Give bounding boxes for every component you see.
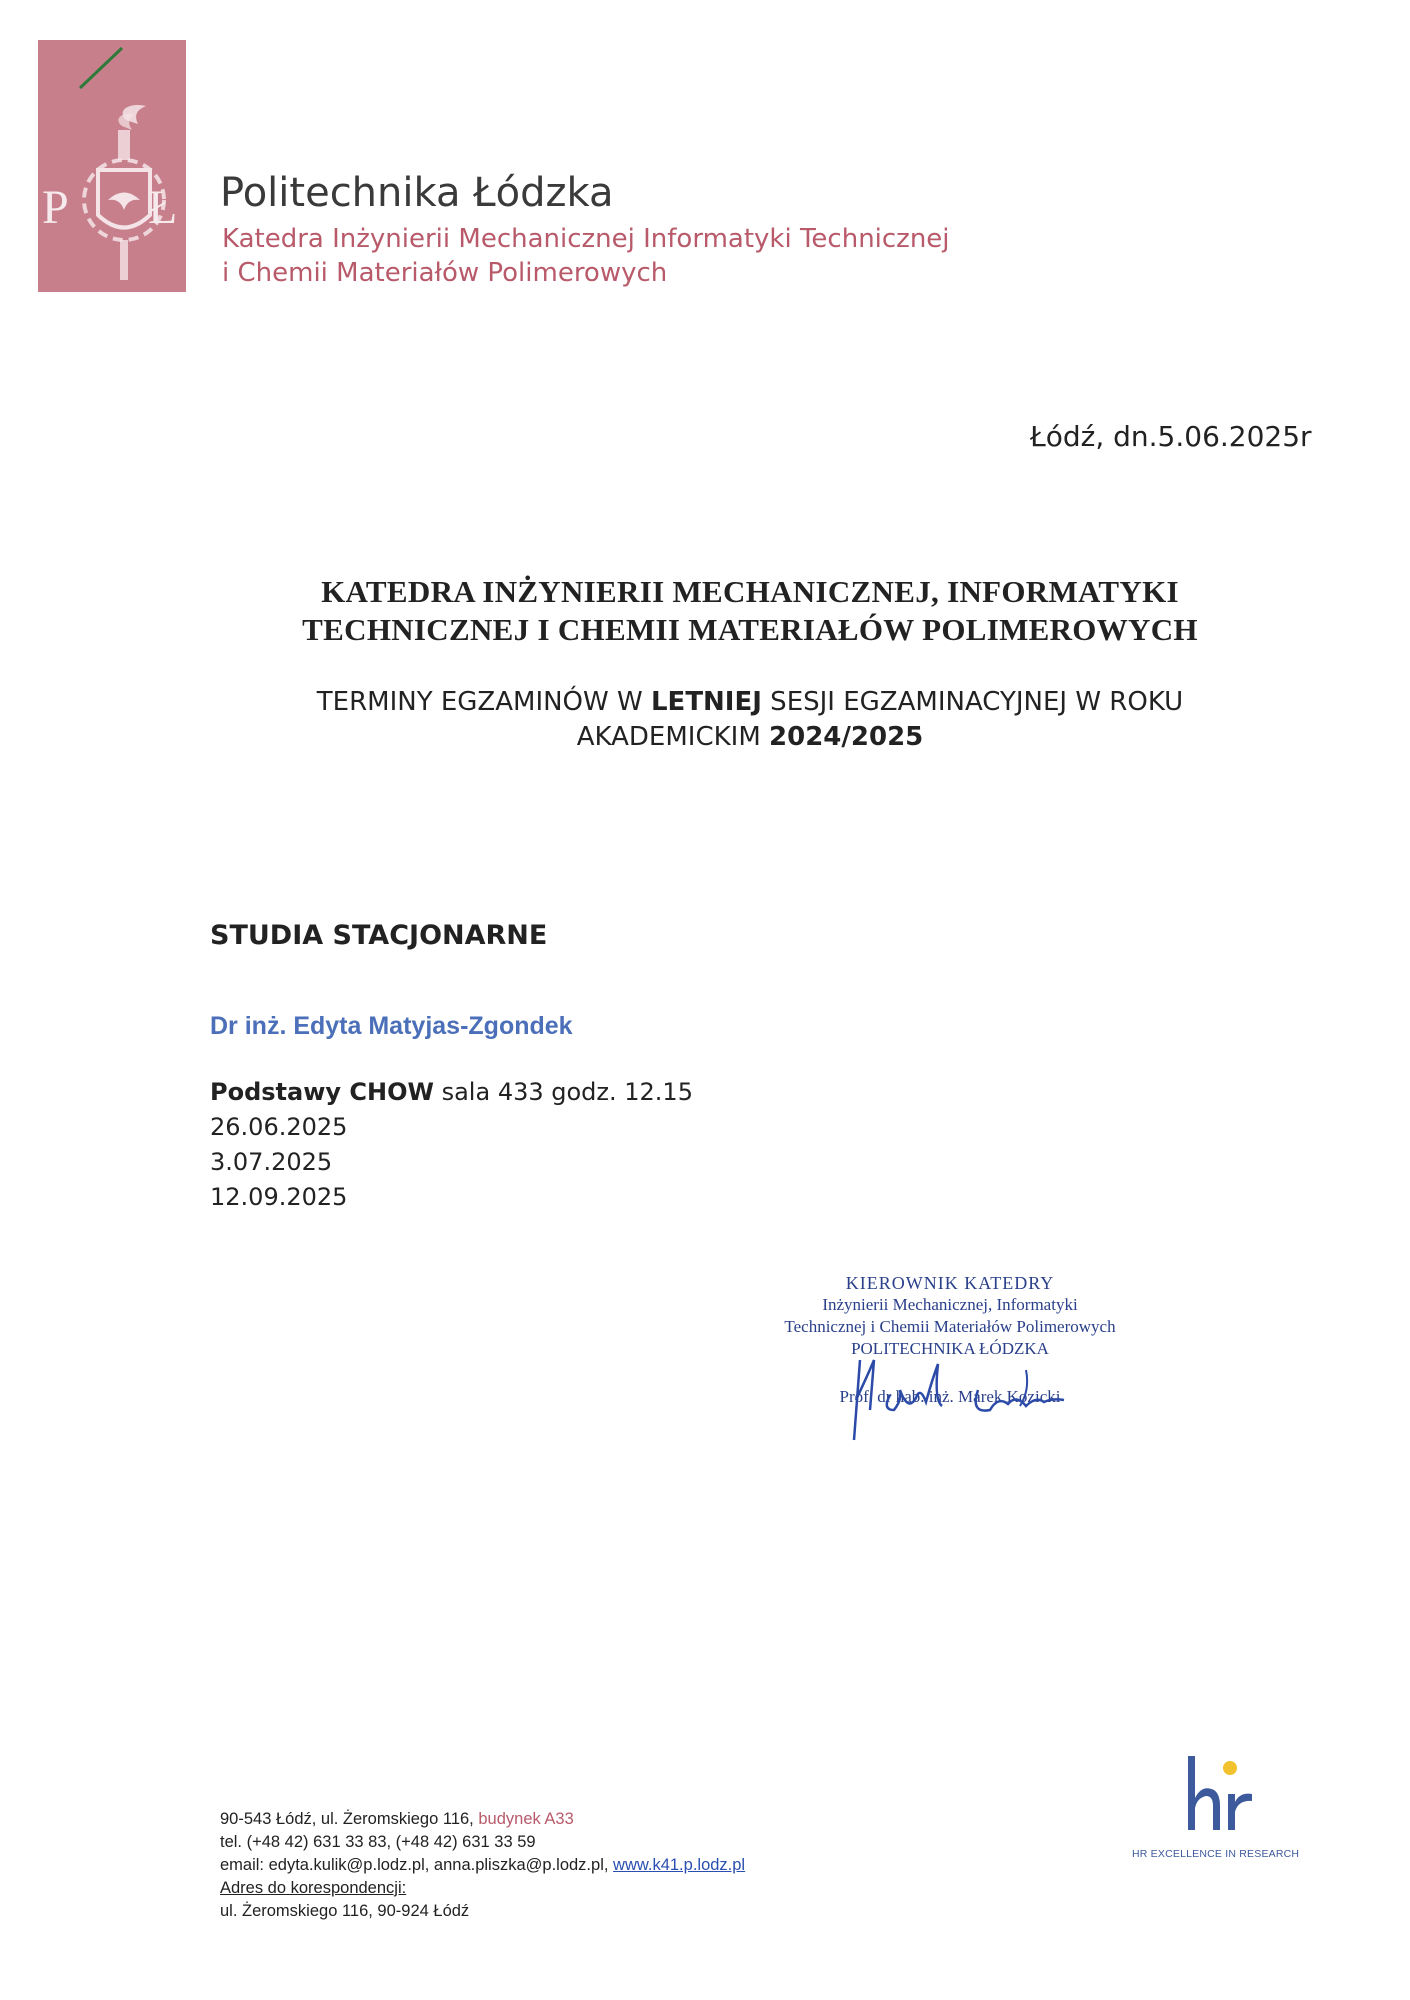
footer-building: budynek A33 (478, 1810, 574, 1828)
hr-excellence-logo (1180, 1750, 1260, 1840)
lecturer-name: Dr inż. Edyta Matyjas-Zgondek (210, 1012, 573, 1040)
document-subtitle-line2 (200, 722, 1300, 752)
subtitle-suffix: SESJI EGZAMINACYJNEJ W ROKU (761, 687, 1184, 717)
course-details: sala 433 godz. 12.15 (433, 1078, 693, 1106)
logo-letter-p: P (42, 181, 69, 234)
course-name: Podstawy CHOW (210, 1078, 434, 1106)
stamp-line4: POLITECHNIKA ŁÓDZKA (851, 1339, 1049, 1358)
subtitle-year: 2024/2025 (769, 722, 924, 752)
stamp-title: KIEROWNIK KATEDRY (845, 1273, 1055, 1293)
stamp-signatory: Prof. dr hab. inż. Marek Kozicki (839, 1387, 1061, 1406)
footer-website-link[interactable]: www.k41.p.lodz.pl (613, 1856, 746, 1874)
footer-email-line (220, 1854, 745, 1877)
study-mode-heading: STUDIA STACJONARNE (210, 920, 548, 951)
contact-footer (220, 1808, 745, 1923)
footer-emails: email: edyta.kulik@p.lodz.pl, anna.pliszka@p.lodz.pl, (220, 1856, 614, 1874)
subtitle-year-prefix: AKADEMICKIM (576, 722, 770, 752)
department-name-line2: i Chemii Materiałów Polimerowych (222, 258, 668, 288)
handwritten-signature (830, 1340, 1110, 1450)
footer-correspondence-address: ul. Żeromskiego 116, 90-924 Łódź (220, 1902, 470, 1920)
exam-date-1: 26.06.2025 (210, 1113, 348, 1141)
footer-address: 90-543 Łódź, ul. Żeromskiego 116, (220, 1810, 479, 1828)
course-line (210, 1078, 693, 1106)
stamp-line2: Inżynierii Mechanicznej, Informatyki (822, 1295, 1078, 1314)
document-date: Łódź, dn.5.06.2025r (1030, 420, 1312, 453)
university-logo (38, 40, 186, 292)
logo-letter-l: Ł (148, 181, 178, 234)
document-subtitle-line1 (200, 687, 1300, 717)
exam-date-3: 12.09.2025 (210, 1183, 348, 1211)
department-name-line1: Katedra Inżynierii Mechanicznej Informatyki Technicznej (222, 224, 950, 254)
hr-excellence-caption: HR EXCELLENCE IN RESEARCH (1132, 1848, 1300, 1860)
footer-address-line (220, 1808, 745, 1831)
document-title-line2: TECHNICZNEJ I CHEMII MATERIAŁÓW POLIMEROWYCH (302, 612, 1198, 647)
footer-correspondence-label: Adres do korespondencji: (220, 1879, 407, 1897)
stamp-line3: Technicznej i Chemii Materiałów Polimerowych (784, 1317, 1116, 1336)
footer-phone: tel. (+48 42) 631 33 83, (+48 42) 631 33 59 (220, 1833, 536, 1851)
exam-date-2: 3.07.2025 (210, 1148, 333, 1176)
subtitle-prefix: TERMINY EGZAMINÓW W (316, 687, 651, 717)
document-title-line1: KATEDRA INŻYNIERII MECHANICZNEJ, INFORMATYKI (321, 574, 1179, 609)
university-name: Politechnika Łódzka (220, 170, 614, 216)
subtitle-session: LETNIEJ (650, 687, 762, 717)
